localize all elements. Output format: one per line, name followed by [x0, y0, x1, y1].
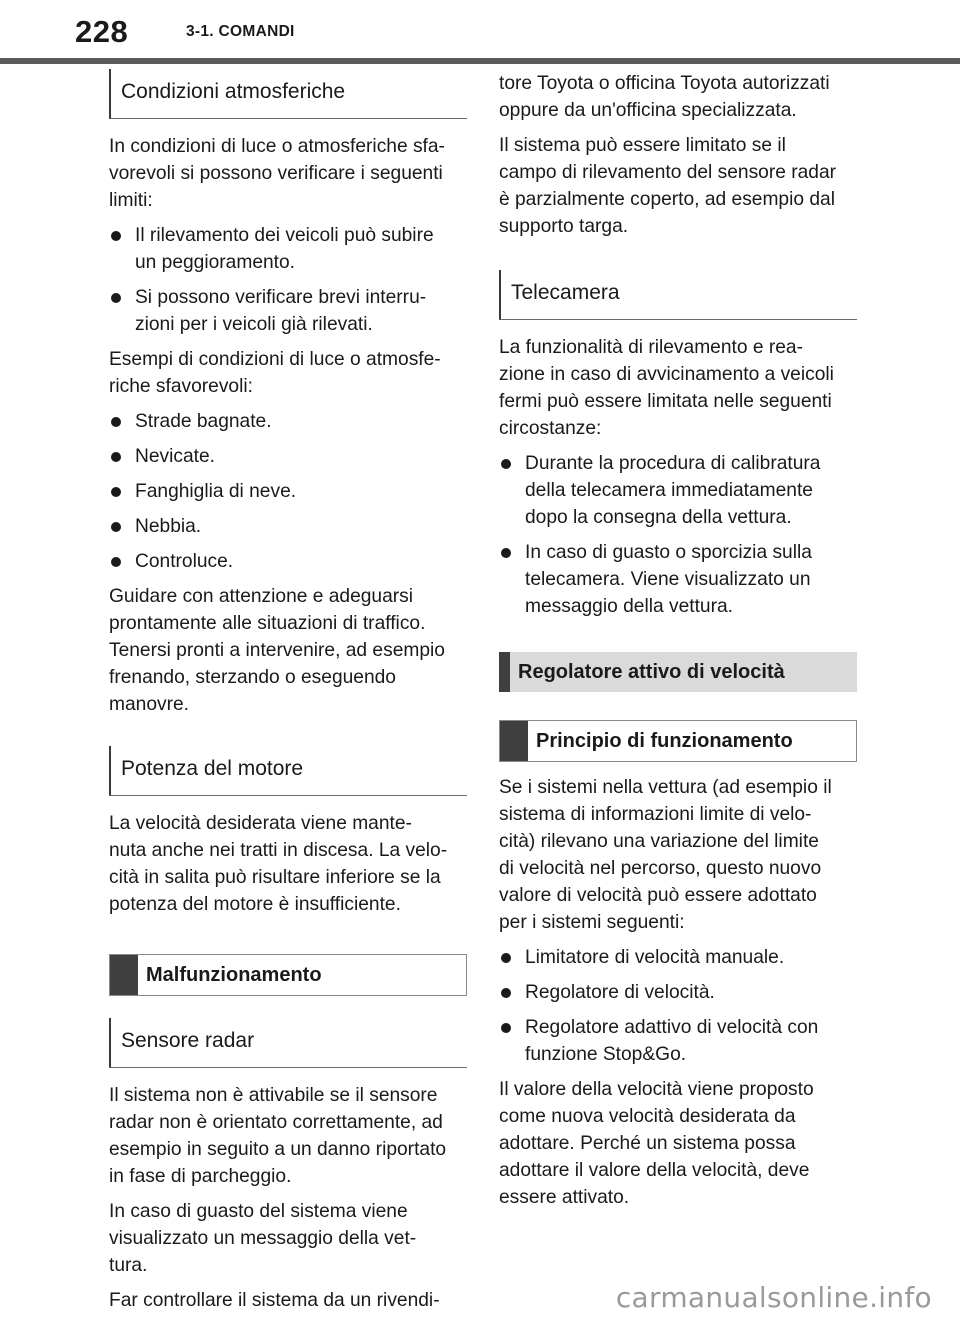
bullet-list-esempi	[109, 408, 467, 575]
list-item: Limitatore di velocità manuale.	[499, 944, 857, 971]
heading-regolatore-attivo	[499, 652, 857, 692]
page-number: 228	[75, 14, 129, 49]
left-column	[109, 60, 467, 1322]
right-column	[499, 60, 857, 1219]
bullet-dot-icon	[111, 487, 121, 497]
bullet-dot-icon	[501, 988, 511, 998]
bullet-dot-icon	[501, 1023, 511, 1033]
paragraph-valore: Il valore della velocità viene proposto come nuova velocità desiderata da adottare. Perché un sistema possa adottare il valore della velocità, deve essere attivato.	[499, 1079, 814, 1208]
list-item: Nebbia.	[109, 513, 467, 540]
bullet-dot-icon	[111, 557, 121, 567]
heading-condizioni-atmosferiche: Condizioni atmosferiche	[109, 69, 467, 119]
paragraph-guidare: Guidare con attenzione e adeguarsi prontamente alle situazioni di traffico. Tenersi pronti a intervenire, ad esempio frenando, sterzando o eseguendo manovre.	[109, 586, 445, 715]
bullet-dot-icon	[111, 452, 121, 462]
heading-bar	[110, 955, 138, 995]
heading-regolatore-label: Regolatore attivo di velocità	[518, 660, 785, 683]
section-title: 3-1. COMANDI	[186, 23, 295, 40]
bullet-dot-icon	[501, 953, 511, 963]
heading-malfunzionamento-label: Malfunzionamento	[146, 963, 322, 986]
list-item: Controluce.	[109, 548, 467, 575]
list-item: In caso di guasto o sporcizia sulla telecamera. Viene visualizzato un messaggio della vettura.	[499, 539, 857, 620]
bullet-dot-icon	[111, 293, 121, 303]
heading-principio-label: Principio di funzionamento	[536, 729, 793, 752]
heading-telecamera: Telecamera	[499, 270, 857, 320]
heading-sensore-radar: Sensore radar	[109, 1018, 467, 1068]
list-item: Nevicate.	[109, 443, 467, 470]
list-item: Strade bagnate.	[109, 408, 467, 435]
heading-bar	[499, 652, 510, 692]
paragraph-sensore-3: Far controllare il sistema da un rivendi-	[109, 1290, 440, 1311]
heading-bar	[500, 721, 528, 761]
paragraph-condizioni: In condizioni di luce o atmosferiche sfa- vorevoli si possono verificare i seguenti limiti:	[109, 136, 445, 211]
bullet-dot-icon	[111, 522, 121, 532]
paragraph-telecamera: La funzionalità di rilevamento e rea- zione in caso di avvicinamento a veicoli fermi può essere limitata nelle seguenti circostanze:	[499, 337, 834, 439]
heading-malfunzionamento	[109, 954, 467, 996]
list-item: Fanghiglia di neve.	[109, 478, 467, 505]
list-item: Regolatore di velocità.	[499, 979, 857, 1006]
bullet-list-limiti	[109, 222, 467, 338]
bullet-list-telecamera	[499, 450, 857, 620]
list-item: Regolatore adattivo di velocità con funzione Stop&Go.	[499, 1014, 857, 1068]
heading-potenza-motore: Potenza del motore	[109, 746, 467, 796]
bullet-dot-icon	[501, 459, 511, 469]
bullet-dot-icon	[111, 417, 121, 427]
paragraph-sensore-1: Il sistema non è attivabile se il sensore radar non è orientato correttamente, ad esempio in seguito a un danno riportato in fase di parcheggio.	[109, 1085, 447, 1187]
bullet-dot-icon	[501, 548, 511, 558]
list-item: Durante la procedura di calibratura della telecamera immediatamente dopo la consegna della vettura.	[499, 450, 857, 531]
watermark: carmanualsonline.info	[615, 1281, 932, 1314]
paragraph-sensore-2: In caso di guasto del sistema viene visualizzato un messaggio della vet- tura.	[109, 1201, 417, 1276]
bullet-dot-icon	[111, 231, 121, 241]
paragraph-principio: Se i sistemi nella vettura (ad esempio il sistema di informazioni limite di velo- cità) rilevano una variazione del limite di velocità nel percorso, questo nuovo valore di velocità può essere adottato per i sistemi seguenti:	[499, 777, 832, 933]
paragraph-continuazione: tore Toyota o officina Toyota autorizzati oppure da un'officina specializzata.	[499, 73, 830, 121]
bullet-list-sistemi	[499, 944, 857, 1068]
paragraph-esempi: Esempi di condizioni di luce o atmosfe- riche sfavorevoli:	[109, 349, 441, 397]
heading-principio	[499, 720, 857, 762]
paragraph-limitato: Il sistema può essere limitato se il campo di rilevamento del sensore radar è parzialmente coperto, ad esempio dal supporto targa.	[499, 135, 837, 237]
paragraph-potenza: La velocità desiderata viene mante- nuta anche nei tratti in discesa. La velo- cità in salita può risultare inferiore se la potenza del motore è insufficiente.	[109, 813, 448, 915]
list-item: Il rilevamento dei veicoli può subire un peggioramento.	[109, 222, 467, 276]
list-item: Si possono verificare brevi interru- zioni per i veicoli già rilevati.	[109, 284, 467, 338]
